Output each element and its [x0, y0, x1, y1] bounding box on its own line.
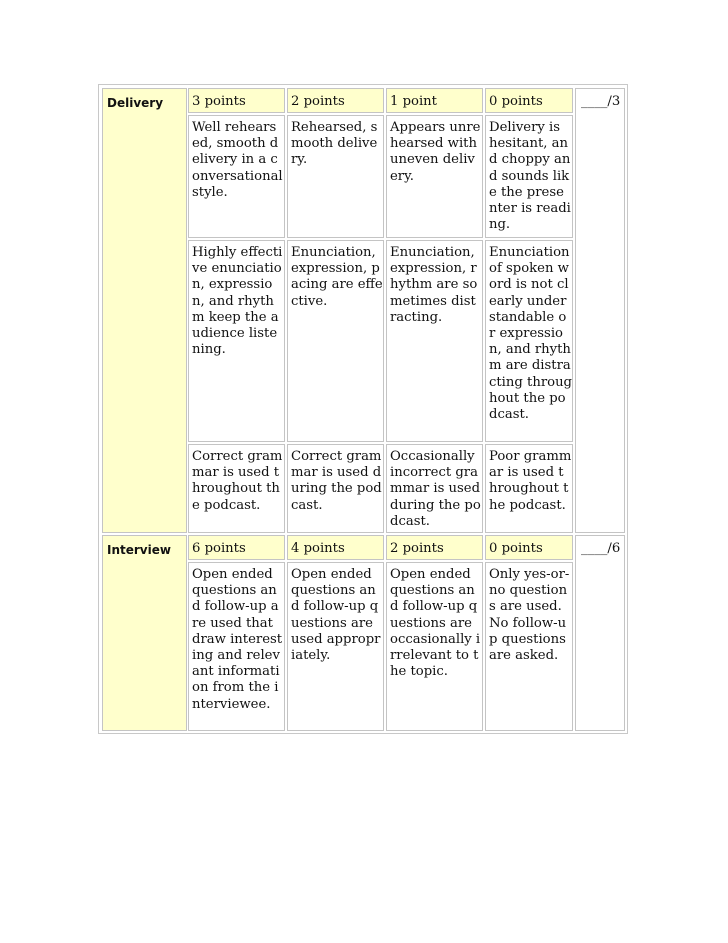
delivery-criterion-3-3pt: Correct grammar is used throughout the podcast. — [188, 444, 285, 533]
interview-points-0: 0 points — [485, 535, 573, 560]
interview-points-4: 4 points — [287, 535, 384, 560]
delivery-criterion-1-0pt: Delivery is hesitant, and choppy and sounds like the presenter is reading. — [485, 115, 573, 238]
delivery-points-0: 0 points — [485, 88, 573, 113]
delivery-criterion-3-2pt: Correct grammar is used during the podcast. — [287, 444, 384, 533]
interview-criterion-0pt: Only yes-or-no questions are used. No follow-up questions are asked. — [485, 562, 573, 731]
delivery-score: ____/3 — [575, 88, 625, 533]
delivery-criterion-2-0pt: Enunciation of spoken word is not clearly understandable or expression, and rhythm are distracting throughout the podcast. — [485, 240, 573, 442]
delivery-points-2: 2 points — [287, 88, 384, 113]
interview-criterion-2pt: Open ended questions and follow-up questions are occasionally irrelevant to the topic. — [386, 562, 483, 731]
delivery-criterion-1-1pt: Appears unrehearsed with uneven delivery. — [386, 115, 483, 238]
delivery-points-1: 1 point — [386, 88, 483, 113]
interview-points-6: 6 points — [188, 535, 285, 560]
rubric-table — [98, 84, 628, 734]
delivery-points-3: 3 points — [188, 88, 285, 113]
delivery-criterion-3-1pt: Occasionally incorrect grammar is used during the podcast. — [386, 444, 483, 533]
delivery-criterion-1-2pt: Rehearsed, smooth delivery. — [287, 115, 384, 238]
delivery-criterion-2-1pt: Enunciation, expression, rhythm are sometimes distracting. — [386, 240, 483, 442]
delivery-label: Delivery — [102, 88, 187, 533]
interview-points-2: 2 points — [386, 535, 483, 560]
delivery-criterion-1-3pt: Well rehearsed, smooth delivery in a conversational style. — [188, 115, 285, 238]
delivery-criterion-2-2pt: Enunciation, expression, pacing are effective. — [287, 240, 384, 442]
delivery-criterion-3-0pt: Poor grammar is used throughout the podcast. — [485, 444, 573, 533]
interview-label: Interview — [102, 535, 187, 731]
delivery-criterion-2-3pt: Highly effective enunciation, expression, and rhythm keep the audience listening. — [188, 240, 285, 442]
interview-criterion-4pt: Open ended questions and follow-up questions are used appropriately. — [287, 562, 384, 731]
interview-criterion-6pt: Open ended questions and follow-up are used that draw interesting and relevant information from the interviewee. — [188, 562, 285, 731]
interview-score: ____/6 — [575, 535, 625, 731]
